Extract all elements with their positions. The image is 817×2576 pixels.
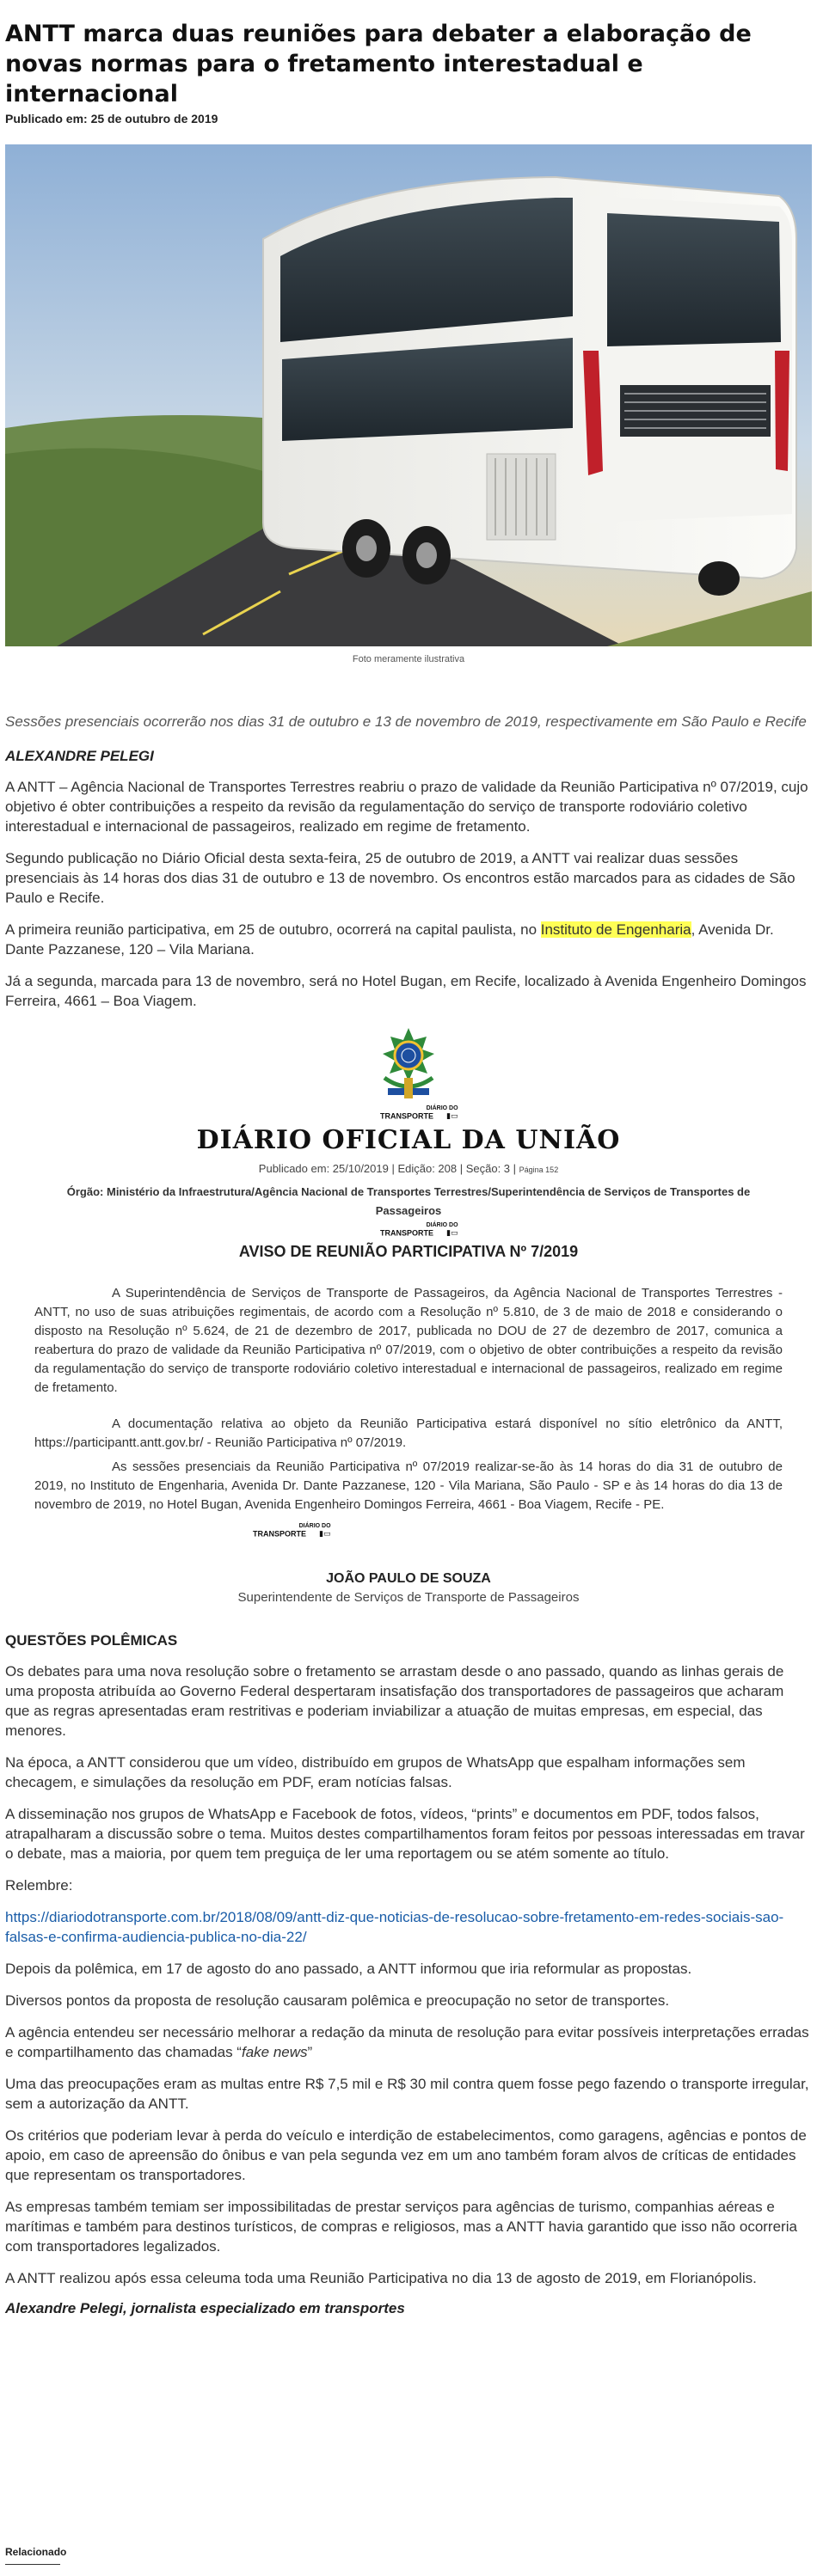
logo-text: DIÁRIO DO [426,1222,458,1228]
logo-text: DIÁRIO DO [298,1523,331,1529]
hero-bus-image [5,144,812,646]
logo-text: TRANSPORTE [253,1529,307,1539]
paragraph: A ANTT realizou após essa celeuma toda uma Reunião Participativa no dia 13 de agosto de 2019, em Florianópolis. [5,2270,757,2286]
transporte-logo [380,1222,458,1238]
divider [5,2564,60,2565]
publish-date-value: 25 de outubro de 2019 [90,112,218,125]
dou-paragraph: A documentação relativa ao objeto da Reunião Participativa estará disponível no sítio eletrônico da ANTT, https://participantt.antt.gov.br/ - Reunião Participativa nº 07/2019. [34,1416,783,1450]
dou-paragraph: As sessões presenciais da Reunião Participativa nº 07/2019 realizar-se-ão às 14 horas do dia 31 de outubro de 2019, no Instituto de Engenharia, Avenida Dr. Dante Pazzanese, 120 - Vila Mariana, São Paulo - SP e às 14 horas do dia 13 de novembro de 2019, no Hotel Bugan, Avenida Engenheiro Domingos Ferreira, 4661 - Boa Viagem, Recife - PE. [34,1459,783,1512]
diario-oficial-clipping [5,1026,812,1628]
paragraph: Os debates para uma nova resolução sobre o fretamento se arrastam desde o ano passado, quando as linhas gerais de uma proposta atribuída ao Governo Federal despertaram insatisfação dos transportadores de passageiros que acharam que as regras apresentadas eram restritivas e poderiam inviabilizar a atuação de muitas empresas, em especial, das menores. [5,1663,784,1739]
dou-orgao: Órgão: Ministério da Infraestrutura/Agência Nacional de Transportes Terrestres/Superintendência de Serviços de Transportes de Passageiros [66,1185,751,1217]
related-article-link[interactable]: https://diariodotransporte.com.br/2018/08/09/antt-diz-que-noticias-de-resolucao-sobre-fretamento-em-redes-sociais-sao-falsas-e-confirma-audiencia-publica-no-dia-22/ [5,1909,784,1945]
paragraph: Uma das preocupações eram as multas entre R$ 7,5 mil e R$ 30 mil contra quem fosse pego fazendo o transporte irregular, sem a autorização da ANTT. [5,2076,809,2112]
article-title: ANTT marca duas reuniões para debater a elaboração de novas normas para o fretamento interestadual e internacional [5,21,752,107]
related-heading: Relacionado [5,2546,67,2558]
paragraph: As empresas também temiam ser impossibilitadas de prestar serviços para agências de turismo, companhias aéreas e marítimas e também para destinos turísticos, de compras e religiosos, mas a ANTT havia garantido que isso não ocorreria com transportadores legalizados. [5,2199,797,2255]
paragraph [5,2022,812,2062]
paragraph-text: A agência entendeu ser necessário melhorar a redação da minuta de resolução para evitar possíveis interpretações erradas e compartilhamento das chamadas “ [5,2024,809,2060]
bus-truck-icon: ▮▭ [446,1228,458,1237]
publish-date-label: Publicado em: [5,112,88,125]
dou-signer-title: Superintendente de Serviços de Transporte de Passageiros [237,1590,580,1605]
dou-meta [5,1162,812,1175]
paragraph: Na época, a ANTT considerou que um vídeo, distribuído em grupos de WhatsApp que espalham informações sem checagem, e simulações da resolução em PDF, eram notícias falsas. [5,1754,746,1790]
paragraph: Relembre: [5,1877,73,1894]
paragraph [5,920,812,959]
publish-date [5,112,812,125]
paragraph: Já a segunda, marcada para 13 de novembro, será no Hotel Bugan, em Recife, localizado à Avenida Engenheiro Domingos Ferreira, 4661 – Boa Viagem. [5,973,807,1009]
dou-paragraph: A Superintendência de Serviços de Transporte de Passageiros, da Agência Nacional de Transportes Terrestres - ANTT, no uso de suas atribuições regimentais, de acordo com a Resolução nº 5.810, de 3 de maio de 2018 e considerando o disposto na Resolução nº 5.624, de 21 de dezembro de 2017, publicada no DOU de 27 de dezembro de 2017, comunica a reabertura do prazo de validade da Reunião Participativa nº 07/2019, com o objetivo de obter contribuições a respeito da revisão da regulamentação do serviço de transporte rodoviário coletivo interestadual e internacional de passageiros, realizado em regime de fretamento. [34,1286,783,1395]
related-link-paragraph [5,1907,812,1947]
paragraph: Diversos pontos da proposta de resolução causaram polêmica e preocupação no setor de transportes. [5,1992,670,2009]
transporte-logo [380,1105,458,1121]
dou-aviso-title: AVISO DE REUNIÃO PARTICIPATIVA Nº 7/2019 [238,1243,579,1260]
paragraph: Segundo publicação no Diário Oficial desta sexta-feira, 25 de outubro de 2019, a ANTT vai realizar duas sessões presenciais às 14 horas dos dias 31 de outubro e 13 de novembro. Os encontros estão marcados para as cidades de São Paulo e Recife. [5,850,796,906]
dou-meta-text: Publicado em: 25/10/2019 | Edição: 208 | Seção: 3 | [258,1162,517,1175]
image-caption: Foto meramente ilustrativa [352,654,465,664]
article-lead: Sessões presenciais ocorrerão nos dias 31 de outubro e 13 de novembro de 2019, respectivamente em São Paulo e Recife [5,713,807,730]
paragraph: A disseminação nos grupos de WhatsApp e Facebook de fotos, vídeos, “prints” e documentos em PDF, todos falsos, atrapalharam a discussão sobre o tema. Muitos destes compartilhamentos foram feitos por pessoas interessadas em travar o debate, mas a maioria, por quem tem preguiça de ler uma reportagem ou se atém somente ao título. [5,1806,805,1862]
paragraph-text: ” [307,2044,313,2060]
bus-illustration [5,144,812,646]
dou-heading: DIÁRIO OFICIAL DA UNIÃO [196,1125,621,1155]
paragraph-text: A primeira reunião participativa, em 25 de outubro, ocorrerá na capital paulista, no [5,921,541,938]
author-signature: Alexandre Pelegi, jornalista especializado em transportes [5,2300,405,2316]
paragraph: Os critérios que poderiam levar à perda do veículo e interdição de estabelecimentos, como garagens, agências e pontos de apoio, em caso de apreensão do ônibus e van pela segunda vez em um ano também foram alvos de críticas de entidades que representam os transportadores. [5,2127,807,2183]
highlighted-text: Instituto de Engenharia [540,921,691,938]
section-heading: QUESTÕES POLÊMICAS [5,1632,178,1649]
paragraph: Depois da polêmica, em 17 de agosto do ano passado, a ANTT informou que iria reformular as propostas. [5,1961,692,1977]
dou-signer-name: JOÃO PAULO DE SOUZA [326,1571,491,1586]
brazil-coat-of-arms-icon [372,1026,445,1105]
paragraph: A ANTT – Agência Nacional de Transportes Terrestres reabriu o prazo de validade da Reunião Participativa nº 07/2019, cujo objetivo é obter contribuições a respeito da revisão da regulamentação do serviço de transporte rodoviário coletivo interestadual e internacional de passageiros, realizado em regime de fretamento. [5,779,808,835]
author-name: ALEXANDRE PELEGI [5,748,154,764]
bus-truck-icon: ▮▭ [319,1529,331,1538]
dou-page: Página 152 [519,1166,559,1174]
logo-text: TRANSPORTE [380,1111,434,1121]
logo-text: TRANSPORTE [380,1228,434,1238]
logo-text: DIÁRIO DO [426,1105,458,1111]
paragraph-text: , Avenida Dr. Dante Pazzanese, 120 – Vila Mariana. [5,921,774,958]
emphasis-text: fake news [241,2044,308,2060]
transporte-logo [253,1523,331,1539]
bus-truck-icon: ▮▭ [446,1111,458,1120]
